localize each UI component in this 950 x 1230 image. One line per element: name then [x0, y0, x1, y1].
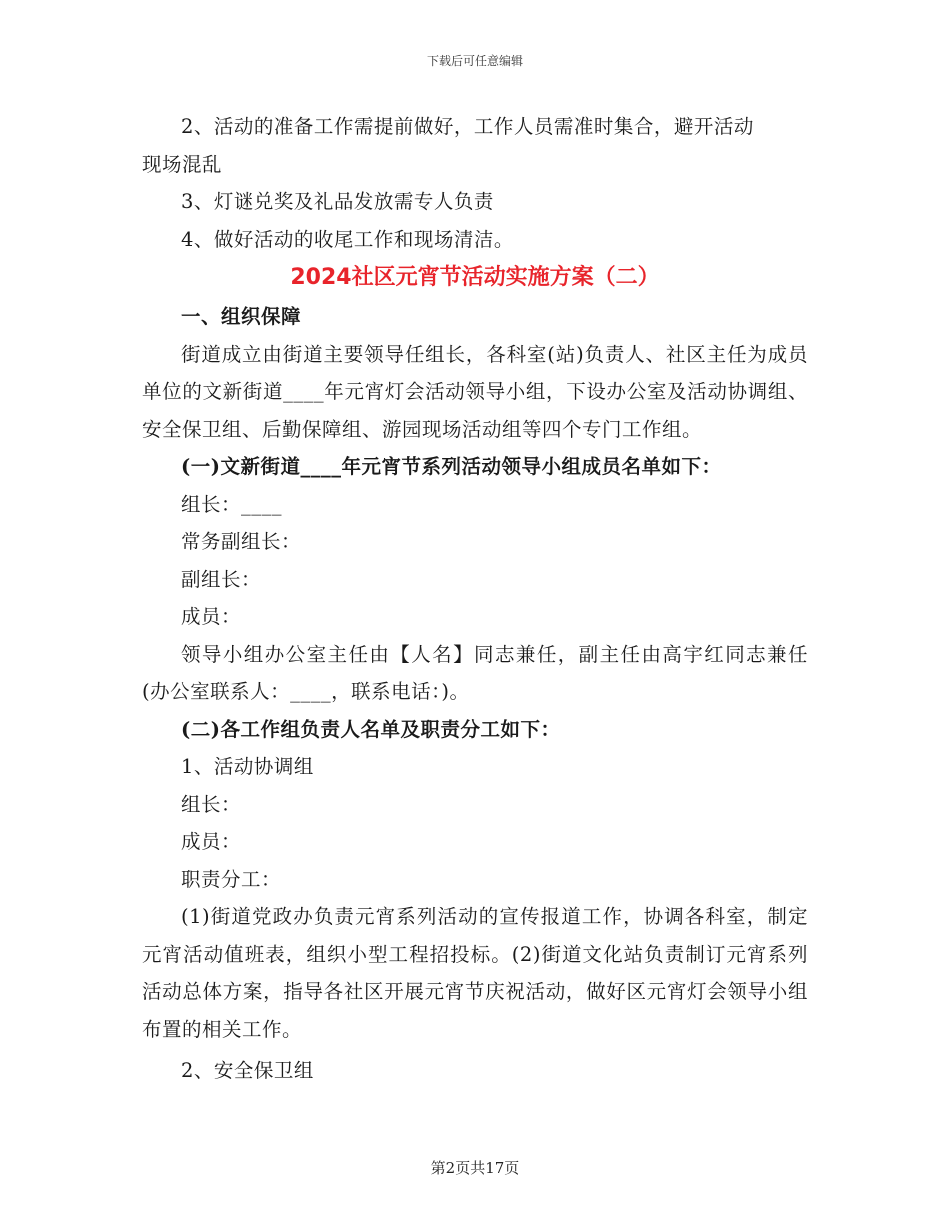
heading-leadership-list: (一)文新街道____年元宵节系列活动领导小组成员名单如下：: [181, 455, 722, 478]
group-1-title: 1、活动协调组: [181, 755, 314, 778]
group-1-duty: 职责分工：: [181, 867, 282, 891]
item-4: 4、做好活动的收尾工作和现场清洁。: [181, 227, 514, 251]
leader-label: 组长：: [181, 492, 242, 516]
leader-blank: ____: [241, 492, 283, 516]
paragraph-org: 街道成立由街道主要领导任组长，各科室(站)负责人、社区主任为成员单位的文新街道____年元宵灯会活动领导小组，下设办公室及活动协调组、安全保卫组、后勤保障组、游园现场活动组等四个专门工作组。: [142, 342, 808, 441]
group-1-members: 成员：: [181, 830, 242, 853]
paragraph-duties: (1)街道党政办负责元宵系列活动的宣传报道工作，协调各科室，制定元宵活动值班表，组织小型工程招投标。(2)街道文化站负责制订元宵系列活动总体方案，指导各社区开展元宵节庆祝活动，做好区元宵灯会领导小组布置的相关工作。: [142, 905, 808, 1041]
item-3: 3、灯谜兑奖及礼品发放需专人负责: [181, 190, 494, 213]
group-2-title: 2、安全保卫组: [181, 1059, 314, 1082]
item-2-cont: 现场混乱: [142, 152, 223, 176]
heading-groups: (二)各工作组负责人名单及职责分工如下：: [181, 717, 561, 741]
leader-line: [142, 486, 808, 524]
section-title: 2024社区元宵节活动实施方案（二）: [290, 265, 660, 290]
deputy-line: 副组长：: [181, 567, 262, 591]
group-1-leader: 组长：: [181, 792, 242, 816]
deputy-exec-line: 常务副组长：: [181, 530, 302, 553]
heading-org: 一、组织保障: [181, 305, 302, 328]
page-header: 下载后可任意编辑: [426, 54, 523, 68]
document-body: [142, 108, 808, 1090]
item-2: 2、活动的准备工作需提前做好，工作人员需准时集合，避开活动: [181, 115, 754, 138]
paragraph-office: 领导小组办公室主任由【人名】同志兼任，副主任由高宇红同志兼任(办公室联系人：____，联系电话：)。: [142, 642, 808, 703]
members-line: 成员：: [181, 605, 242, 628]
page-footer: 第2页共17页: [430, 1159, 520, 1177]
